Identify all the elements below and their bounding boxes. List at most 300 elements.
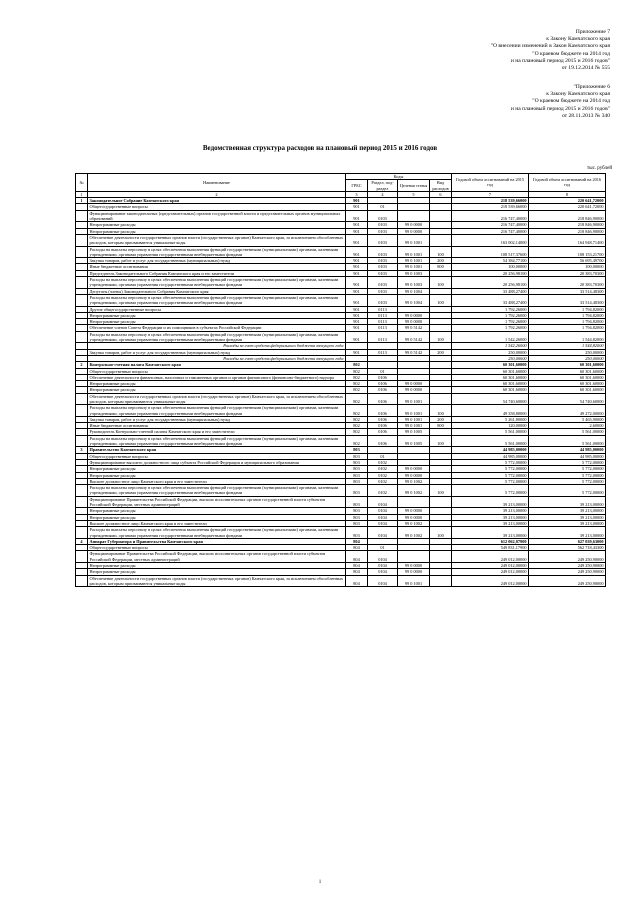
row-2016: 218 846,90000 [529, 228, 606, 234]
row-2015: 250,00000 [452, 349, 529, 355]
row-2016: 5 772,00000 [529, 472, 606, 478]
row-name: Непрограммные расходы [88, 319, 346, 325]
column-number: 8 [529, 191, 606, 197]
row-2015: 39 213,00000 [452, 527, 529, 539]
row-section: 01 [368, 453, 398, 459]
row-target: 99 0 1001 [398, 575, 430, 587]
row-grbs: 901 [346, 349, 368, 355]
row-target: 99 0 1002 [398, 485, 430, 497]
row-section: 0106 [368, 405, 398, 417]
header-line: и на плановый период 2015 и 2016 годов" [510, 57, 610, 64]
row-name: Законодательное Собрание Камчатского края [88, 198, 346, 204]
row-name: Обеспечение деятельности финансовых, налоговых и таможенных органов и органов финансового (финансово-бюджетного) надзора [88, 374, 346, 380]
table-row [76, 210, 606, 222]
row-2015: 1 792,26000 [452, 319, 529, 325]
row-section: 0103 [368, 258, 398, 264]
row-2015: 60 301,60000 [452, 381, 529, 387]
row-2016: 249 250,90000 [529, 575, 606, 587]
row-2016: 5 465,90000 [529, 416, 606, 422]
col-codes: Коды [346, 174, 452, 180]
table-row [76, 246, 606, 258]
row-2015: 20 256,98100 [452, 270, 529, 276]
row-2015: 33 488,27400 [452, 294, 529, 306]
row-2015: 100,00000 [452, 264, 529, 270]
appendix-header-6 [511, 84, 610, 120]
row-grbs: 901 [346, 325, 368, 331]
row-grbs: 803 [346, 496, 368, 508]
row-section: 0113 [368, 312, 398, 318]
row-2016: 1 544,82000 [529, 331, 606, 343]
header-line: "Приложение 6 [573, 84, 610, 90]
row-name: Непрограммные расходы [88, 228, 346, 234]
row-name: Непрограммные расходы [88, 312, 346, 318]
row-section: 0103 [368, 234, 398, 246]
row-2015: 612 062,07900 [452, 538, 529, 544]
row-section: 01 [368, 204, 398, 210]
row-number [76, 405, 88, 417]
row-grbs: 803 [346, 459, 368, 465]
header-line: Приложение 7 [575, 29, 610, 35]
col-target: Целевая статья [398, 180, 430, 192]
row-2015: 5 772,00000 [452, 466, 529, 472]
row-2016: 5 772,00000 [529, 466, 606, 472]
row-section: 0104 [368, 575, 398, 587]
row-target: 99 0 0000 [398, 222, 430, 228]
row-number [76, 277, 88, 289]
row-grbs: 804 [346, 575, 368, 587]
row-name: Функционирование Правительства Российской Федерации, высших исполнительных органов государственной власти субъектов Российской Федерации, местных администраций [88, 551, 346, 563]
row-name: Расходы на выплаты персоналу в целях обеспечения выполнения функций государственными (муниципальными) органами, казенными учреждениями, органами управления государственными внебюджетными фондами [88, 294, 346, 306]
row-grbs: 901 [346, 319, 368, 325]
row-2015: 218 539,66000 [452, 198, 529, 204]
table-row [76, 277, 606, 289]
col-name: Наименование [88, 174, 346, 192]
row-name: Иные бюджетные ассигнования [88, 423, 346, 429]
row-name: Председатель Законодательного Собрания Камчатского края и его заместители [88, 270, 346, 276]
row-2016: 1 544,82000 [529, 343, 606, 349]
row-2016: 220 641,72000 [529, 198, 606, 204]
header-line: "О краевом бюджете на 2014 год [532, 98, 610, 105]
table-row [76, 435, 606, 447]
row-grbs: 804 [346, 538, 368, 544]
row-name: Непрограммные расходы [88, 466, 346, 472]
row-2015: 1 542,26000 [452, 331, 529, 343]
row-section: 0106 [368, 416, 398, 422]
row-grbs: 802 [346, 368, 368, 374]
row-2015: 60 301,60000 [452, 368, 529, 374]
row-name: Расходы на выплаты персоналу в целях обеспечения выполнения функций государственными (муниципальными) органами, казенными учреждениями, органами управления государственными внебюджетными фондами [88, 277, 346, 289]
row-kind: 100 [430, 331, 452, 343]
row-2016: 49 272,00000 [529, 405, 606, 417]
row-target: 99 0 5142 [398, 325, 430, 331]
row-2015: 249 012,00000 [452, 563, 529, 569]
row-name: Непрограммные расходы [88, 222, 346, 228]
row-target [398, 210, 430, 222]
row-grbs: 804 [346, 551, 368, 563]
header-line: "О внесении изменений в Закон Камчатского края [490, 43, 610, 50]
row-name: Общегосударственные вопросы [88, 368, 346, 374]
row-target: 99 0 1004 [398, 294, 430, 306]
row-section: 0103 [368, 270, 398, 276]
col-grbs: ГРБС [346, 180, 368, 192]
row-name: Непрограммные расходы [88, 387, 346, 393]
row-section: 0104 [368, 496, 398, 508]
column-number: 2 [88, 191, 346, 197]
row-section: 0104 [368, 569, 398, 575]
row-2016: 33 514,48300 [529, 294, 606, 306]
row-name: Функционирование высшего должностного лица субъекта Российской Федерации и муниципального образования [88, 459, 346, 465]
row-name: Иные бюджетные ассигнования [88, 264, 346, 270]
row-target: 99 0 1004 [398, 288, 430, 294]
row-2015: 20 256,98100 [452, 277, 529, 289]
row-name: Функционирование Правительства Российской Федерации, высших исполнительных органов государственной власти субъектов Российской Федерации, местных администраций [88, 496, 346, 508]
row-target: 99 0 5142 [398, 331, 430, 343]
row-2016: 627 039,63000 [529, 538, 606, 544]
row-number: 2 [76, 362, 88, 368]
row-name: Расходы за счет средств федерального бюджета текущего года [88, 355, 346, 361]
row-2016: 54 740,60000 [529, 393, 606, 405]
column-number: 5 [398, 191, 430, 197]
table-row [76, 575, 606, 587]
row-target: 99 0 1001 [398, 416, 430, 422]
row-target: 99 0 1001 [398, 258, 430, 264]
row-target: 99 0 1001 [398, 405, 430, 417]
row-name: Аппарат Губернатора и Правительства Камчатского края [88, 538, 346, 544]
row-section: 0102 [368, 472, 398, 478]
row-number: 4 [76, 538, 88, 544]
row-2015: 1 542,26000 [452, 343, 529, 349]
expenditure-table [75, 173, 606, 587]
table-row [76, 234, 606, 246]
row-grbs: 901 [346, 312, 368, 318]
header-line: к Закону Камчатского края [546, 91, 610, 98]
row-target: 99 0 0000 [398, 466, 430, 472]
row-2015: 5 561,00000 [452, 435, 529, 447]
appendix-header-7 [491, 29, 610, 72]
row-2015: 249 012,00000 [452, 569, 529, 575]
row-kind: 100 [430, 405, 452, 417]
row-2015: 549 831,17900 [452, 545, 529, 551]
table-row [76, 294, 606, 306]
row-section: 0104 [368, 508, 398, 514]
row-2016: 5 772,00000 [529, 478, 606, 484]
row-grbs: 901 [346, 210, 368, 222]
row-section: 0103 [368, 222, 398, 228]
row-2015: 60 301,60000 [452, 374, 529, 380]
row-name: Обеспечение деятельности государственных органов власти (государственных органов) Камчатского края, за исключением обособленных расходов, которым присваиваются уникальные коды [88, 393, 346, 405]
row-name: Обеспечение членов Совета Федерации и их помощников в субъектах Российской Федерации [88, 325, 346, 331]
row-kind: 800 [430, 264, 452, 270]
row-kind: 200 [430, 258, 452, 264]
row-number: 3 [76, 447, 88, 453]
row-number [76, 210, 88, 222]
row-2016: 39 213,00000 [529, 527, 606, 539]
row-section: 0102 [368, 478, 398, 484]
row-section: 0104 [368, 520, 398, 526]
row-2016: 1 794,82000 [529, 319, 606, 325]
row-2015: 250,00000 [452, 355, 529, 361]
row-section: 0102 [368, 459, 398, 465]
header-line: от 28.11.2013 № 340 [561, 112, 610, 119]
row-section: 0106 [368, 429, 398, 435]
row-target: 99 0 1001 [398, 393, 430, 405]
row-section: 0103 [368, 264, 398, 270]
row-kind: 200 [430, 349, 452, 355]
row-target: 99 0 0000 [398, 569, 430, 575]
col-2016: Годовой объем ассигнований на 2016 год [529, 174, 606, 192]
row-2016: 249 250,90000 [529, 563, 606, 569]
row-kind: 100 [430, 246, 452, 258]
row-target: 99 0 0000 [398, 312, 430, 318]
row-name: Непрограммные расходы [88, 381, 346, 387]
header-line: от 19.12.2014 № 555 [561, 65, 610, 72]
row-section: 01 [368, 368, 398, 374]
row-target: 99 0 0000 [398, 387, 430, 393]
row-2015: 218 539,66000 [452, 204, 529, 210]
row-target: 99 0 0000 [398, 228, 430, 234]
row-kind: 100 [430, 485, 452, 497]
row-section: 0103 [368, 288, 398, 294]
row-number: 1 [76, 198, 88, 204]
row-section: 0103 [368, 246, 398, 258]
row-2016: 250,00000 [529, 355, 606, 361]
row-name: Контрольно-счетная палата Камчатского края [88, 362, 346, 368]
row-2015: 5 772,00000 [452, 459, 529, 465]
row-grbs: 803 [346, 472, 368, 478]
row-grbs: 803 [346, 453, 368, 459]
row-target: 99 0 0000 [398, 508, 430, 514]
row-name: Общегосударственные вопросы [88, 453, 346, 459]
page-number: 1 [318, 880, 322, 885]
row-2016: 20 383,70300 [529, 270, 606, 276]
row-2016: 60 301,60000 [529, 381, 606, 387]
row-2016: 100,00000 [529, 264, 606, 270]
row-section: 0106 [368, 435, 398, 447]
row-2016: 60 301,60000 [529, 362, 606, 368]
row-name: Депутаты (члены) Законодательного Собрания Камчатского края [88, 288, 346, 294]
row-name: Обеспечение деятельности государственных органов власти (государственных органов) Камчатского края, за исключением обособленных расходов, которым присваиваются уникальные коды [88, 575, 346, 587]
row-name: Непрограммные расходы [88, 472, 346, 478]
row-number [76, 294, 88, 306]
row-grbs: 803 [346, 508, 368, 514]
row-2016: 44 985,00000 [529, 447, 606, 453]
row-grbs: 802 [346, 362, 368, 368]
row-section: 0103 [368, 277, 398, 289]
row-kind [430, 234, 452, 246]
row-name: Расходы на выплаты персоналу в целях обеспечения выполнения функций государственными (муниципальными) органами, казенными учреждениями, органами управления государственными внебюджетными фондами [88, 485, 346, 497]
row-2015: 60 301,60000 [452, 387, 529, 393]
row-grbs: 901 [346, 228, 368, 234]
row-grbs: 803 [346, 478, 368, 484]
row-grbs: 901 [346, 294, 368, 306]
row-grbs: 802 [346, 405, 368, 417]
row-target: 99 0 0000 [398, 319, 430, 325]
row-grbs: 901 [346, 198, 368, 204]
column-number: 7 [452, 191, 529, 197]
row-number [76, 527, 88, 539]
row-2015: 1 792,26000 [452, 306, 529, 312]
column-number: 1 [76, 191, 88, 197]
row-target: 99 0 0000 [398, 514, 430, 520]
row-target: 99 0 1003 [398, 277, 430, 289]
row-kind: 100 [430, 527, 452, 539]
row-number [76, 234, 88, 246]
row-name: Закупка товаров, работ и услуг для государственных (муниципальных) нужд [88, 258, 346, 264]
row-2016: 5 561,00000 [529, 429, 606, 435]
row-grbs: 901 [346, 264, 368, 270]
row-2015: 44 985,00000 [452, 447, 529, 453]
row-2016: 39 213,00000 [529, 520, 606, 526]
row-2016: 60 301,60000 [529, 374, 606, 380]
row-2015: 33 488,27400 [452, 288, 529, 294]
row-grbs: 901 [346, 222, 368, 228]
row-target: 99 0 1001 [398, 246, 430, 258]
row-name: Непрограммные расходы [88, 508, 346, 514]
row-2016: 250,00000 [529, 349, 606, 355]
row-grbs: 803 [346, 447, 368, 453]
row-grbs: 804 [346, 545, 368, 551]
document-title: Ведомственная структура расходов на плановый период 2015 и 2016 годов [202, 144, 438, 152]
row-name: Функционирование законодательных (представительных) органов государственной власти и представительных органов муниципальных образований [88, 210, 346, 222]
row-2016: 39 213,00000 [529, 514, 606, 520]
row-name: Правительство Камчатского края [88, 447, 346, 453]
row-section: 01 [368, 545, 398, 551]
row-number [76, 246, 88, 258]
row-2015: 5 772,00000 [452, 485, 529, 497]
row-name: Расходы на выплаты персоналу в целях обеспечения выполнения функций государственными (муниципальными) органами, казенными учреждениями, органами управления государственными внебюджетными фондами [88, 527, 346, 539]
row-target: 99 0 1005 [398, 429, 430, 435]
row-grbs: 802 [346, 374, 368, 380]
row-grbs: 803 [346, 520, 368, 526]
col-2015: Годовой объем ассигнований на 2015 год [452, 174, 529, 192]
row-2016: 218 846,90000 [529, 222, 606, 228]
row-name: Общегосударственные вопросы [88, 545, 346, 551]
row-section: 0113 [368, 306, 398, 312]
row-2015: 54 384,77100 [452, 258, 529, 264]
row-2016: 56 695,49700 [529, 258, 606, 264]
column-number: 6 [430, 191, 452, 197]
row-2015: 1 792,26000 [452, 325, 529, 331]
row-kind [430, 496, 452, 508]
row-number [76, 496, 88, 508]
row-2015: 39 213,00000 [452, 520, 529, 526]
column-number: 4 [368, 191, 398, 197]
row-target: 99 0 0000 [398, 563, 430, 569]
row-section: 0104 [368, 551, 398, 563]
row-2015: 5 261,80000 [452, 416, 529, 422]
row-target: 99 0 1005 [398, 435, 430, 447]
row-target: 99 0 1001 [398, 264, 430, 270]
row-target: 99 0 5142 [398, 349, 430, 355]
table-row [76, 485, 606, 497]
row-2015: 1 792,26000 [452, 312, 529, 318]
row-number [76, 485, 88, 497]
row-2015: 216 747,40000 [452, 222, 529, 228]
row-grbs: 802 [346, 416, 368, 422]
row-section: 0113 [368, 325, 398, 331]
row-2015: 49 358,80000 [452, 405, 529, 417]
row-target: 99 0 1002 [398, 520, 430, 526]
row-2016: 1 794,82000 [529, 306, 606, 312]
row-target: 99 0 1002 [398, 478, 430, 484]
row-2015: 216 747,40000 [452, 210, 529, 222]
row-name: Закупка товаров, работ и услуг для государственных (муниципальных) нужд [88, 349, 346, 355]
row-2016: 33 514,48300 [529, 288, 606, 294]
row-2016: 39 213,00000 [529, 496, 606, 508]
table-row [76, 527, 606, 539]
row-2016: 249 250,90000 [529, 569, 606, 575]
row-2015: 44 985,00000 [452, 453, 529, 459]
row-2016: 108 153,21700 [529, 246, 606, 258]
row-2015: 5 561,00000 [452, 429, 529, 435]
table-row [76, 551, 606, 563]
row-name: Руководитель Контрольно-счетной палаты Камчатского края и его заместители [88, 429, 346, 435]
row-name: Общегосударственные вопросы [88, 204, 346, 210]
table-row [76, 496, 606, 508]
row-kind [430, 393, 452, 405]
row-name: Обеспечение деятельности государственных органов власти (государственных органов) Камчатского края, за исключением обособленных расходов, которым присваиваются уникальные коды [88, 234, 346, 246]
row-grbs: 901 [346, 306, 368, 312]
row-target: 99 0 1002 [398, 527, 430, 539]
row-2015: 249 012,00000 [452, 551, 529, 563]
row-target: 99 0 0000 [398, 472, 430, 478]
row-2016: 5 772,00000 [529, 485, 606, 497]
row-section: 0103 [368, 228, 398, 234]
row-kind [430, 575, 452, 587]
row-target: 99 0 1003 [398, 270, 430, 276]
row-name: Расходы за счет средств федерального бюджета текущего года [88, 343, 346, 349]
row-kind: 800 [430, 423, 452, 429]
row-2015: 120,00000 [452, 423, 529, 429]
row-2015: 60 301,60000 [452, 362, 529, 368]
row-section: 0104 [368, 527, 398, 539]
row-2016: 2,60000 [529, 423, 606, 429]
row-grbs: 901 [346, 258, 368, 264]
row-2015: 5 772,00000 [452, 478, 529, 484]
row-section: 0103 [368, 210, 398, 222]
col-kind: Вид расходов [430, 180, 452, 192]
row-grbs: 803 [346, 485, 368, 497]
row-name: Расходы на выплаты персоналу в целях обеспечения выполнения функций государственными (муниципальными) органами, казенными учреждениями, органами управления государственными внебюджетными фондами [88, 331, 346, 343]
header-line: "О краевом бюджете на 2014 год [532, 50, 610, 57]
row-2016: 218 846,90000 [529, 210, 606, 222]
row-2016: 164 948,71400 [529, 234, 606, 246]
row-2015: 39 213,00000 [452, 496, 529, 508]
row-grbs: 802 [346, 429, 368, 435]
row-section: 0102 [368, 466, 398, 472]
row-2016: 5 772,00000 [529, 459, 606, 465]
header-line: к Закону Камчатского края [546, 36, 610, 43]
table-row [76, 393, 606, 405]
row-name: Расходы на выплаты персоналу в целях обеспечения выполнения функций государственными (муниципальными) органами, казенными учреждениями, органами управления государственными внебюджетными фондами [88, 435, 346, 447]
row-name: Непрограммные расходы [88, 569, 346, 575]
row-2015: 39 213,00000 [452, 508, 529, 514]
row-name: Другие общегосударственные вопросы [88, 306, 346, 312]
header-line: и на плановый период 2015 и 2016 годов" [510, 105, 610, 112]
row-name: Высшее должностное лицо Камчатского края и его заместители [88, 520, 346, 526]
row-section: 0106 [368, 393, 398, 405]
row-number [76, 551, 88, 563]
row-grbs: 802 [346, 381, 368, 387]
row-name: Высшее должностное лицо Камчатского края и его заместители [88, 478, 346, 484]
row-section: 0106 [368, 374, 398, 380]
row-2015: 163 002,14000 [452, 234, 529, 246]
row-name: Расходы на выплаты персоналу в целях обеспечения выполнения функций государственными (муниципальными) органами, казенными учреждениями, органами управления государственными внебюджетными фондами [88, 405, 346, 417]
row-name: Закупка товаров, работ и услуг для государственных (муниципальных) нужд [88, 416, 346, 422]
row-section: 0106 [368, 423, 398, 429]
table-header-row [76, 174, 606, 180]
row-kind: 100 [430, 294, 452, 306]
